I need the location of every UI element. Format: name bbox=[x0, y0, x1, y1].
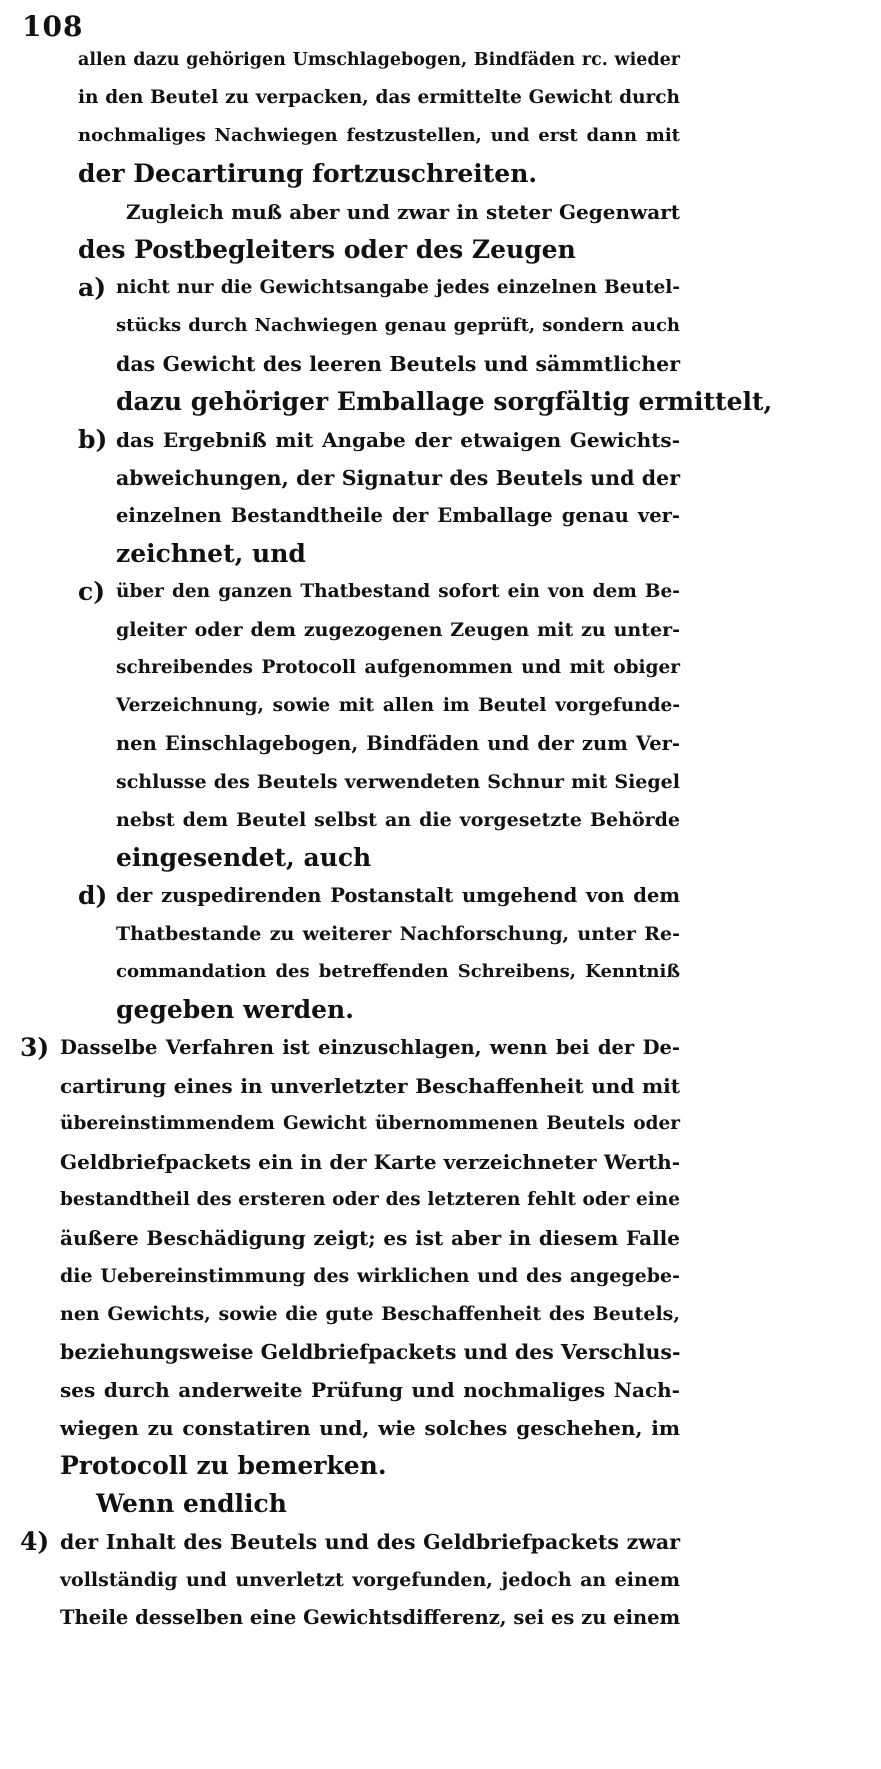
text-line: der Inhalt des Beutels und des Geldbriefpackets zwar bbox=[60, 1530, 680, 1554]
text-line: gegeben werden. bbox=[116, 995, 354, 1024]
text-line: nebst dem Beutel selbst an die vorgesetzte Behörde bbox=[116, 809, 680, 831]
text-line: der Decartirung fortzuschreiten. bbox=[78, 159, 538, 188]
list-marker-c: c) bbox=[78, 577, 106, 606]
text-line: stücks durch Nachwiegen genau geprüft, sondern auch bbox=[116, 315, 680, 336]
text-line: Protocoll zu bemerken. bbox=[60, 1451, 387, 1480]
text-line: vollständig und unverletzt vorgefunden, jedoch an einem bbox=[60, 1569, 680, 1591]
text-line: der zuspedirenden Postanstalt umgehend von dem bbox=[116, 884, 680, 907]
text-line: über den ganzen Thatbestand sofort ein von dem Be- bbox=[116, 581, 680, 602]
text-line: die Uebereinstimmung des wirklichen und des angegebe- bbox=[60, 1265, 680, 1287]
text-line: übereinstimmendem Gewicht übernommenen Beutels oder bbox=[60, 1113, 680, 1134]
text-line: in den Beutel zu verpacken, das ermittelte Gewicht durch bbox=[78, 87, 680, 108]
text-line: nochmaliges Nachwiegen festzustellen, und erst dann mit bbox=[78, 125, 680, 146]
text-line: nen Einschlagebogen, Bindfäden und der zum Ver- bbox=[116, 732, 680, 755]
text-line: Wenn endlich bbox=[96, 1489, 287, 1518]
text-line: dazu gehöriger Emballage sorgfältig ermittelt, bbox=[116, 387, 773, 416]
text-line: eingesendet, auch bbox=[116, 843, 372, 872]
text-line: bestandtheil des ersteren oder des letzteren fehlt oder eine bbox=[60, 1189, 680, 1210]
list-marker-d: d) bbox=[78, 881, 108, 910]
text-line: nicht nur die Gewichtsangabe jedes einzelnen Beutel- bbox=[116, 277, 680, 298]
text-line: ses durch anderweite Prüfung und nochmaliges Nach- bbox=[60, 1378, 680, 1402]
text-line: beziehungsweise Geldbriefpackets und des Verschlus- bbox=[60, 1340, 681, 1364]
text-line: nen Gewichts, sowie die gute Beschaffenheit des Beutels, bbox=[60, 1303, 680, 1325]
page-number: 108 bbox=[22, 10, 84, 43]
text-line: cartirung eines in unverletzter Beschaffenheit und mit bbox=[60, 1074, 680, 1098]
text-line: Geldbriefpackets ein in der Karte verzeichneter Werth- bbox=[60, 1150, 680, 1174]
text-line: Thatbestande zu weiterer Nachforschung, unter Re- bbox=[116, 923, 680, 945]
text-line: das Gewicht des leeren Beutels und sämmtlicher bbox=[116, 352, 680, 376]
text-line: des Postbegleiters oder des Zeugen bbox=[78, 235, 576, 264]
text-line: schreibendes Protocoll aufgenommen und mit obiger bbox=[116, 657, 680, 678]
list-marker-4: 4) bbox=[20, 1527, 50, 1556]
text-line: zeichnet, und bbox=[116, 539, 306, 568]
text-line: Zugleich muß aber und zwar in steter Gegenwart bbox=[126, 200, 680, 224]
text-line: gleiter oder dem zugezogenen Zeugen mit zu unter- bbox=[116, 619, 680, 641]
text-line: das Ergebniß mit Angabe der etwaigen Gewichts- bbox=[116, 428, 680, 452]
text-line: äußere Beschädigung zeigt; es ist aber in diesem Falle bbox=[60, 1226, 680, 1250]
list-marker-a: a) bbox=[78, 273, 107, 302]
list-marker-b: b) bbox=[78, 425, 108, 454]
text-line: abweichungen, der Signatur des Beutels und der bbox=[116, 466, 680, 490]
list-marker-3: 3) bbox=[20, 1033, 50, 1062]
text-line: Theile desselben eine Gewichtsdifferenz, sei es zu einem bbox=[60, 1606, 681, 1629]
text-line: allen dazu gehörigen Umschlagebogen, Bindfäden rc. wieder bbox=[78, 50, 680, 70]
text-line: Dasselbe Verfahren ist einzuschlagen, wenn bei der De- bbox=[60, 1036, 680, 1059]
text-line: einzelnen Bestandtheile der Emballage genau ver- bbox=[116, 504, 680, 527]
text-line: commandation des betreffenden Schreibens, Kenntniß bbox=[116, 961, 680, 982]
text-line: Verzeichnung, sowie mit allen im Beutel vorgefunde- bbox=[116, 695, 680, 716]
text-line: schlusse des Beutels verwendeten Schnur mit Siegel bbox=[116, 771, 680, 793]
text-line: wiegen zu constatiren und, wie solches geschehen, im bbox=[60, 1416, 680, 1440]
